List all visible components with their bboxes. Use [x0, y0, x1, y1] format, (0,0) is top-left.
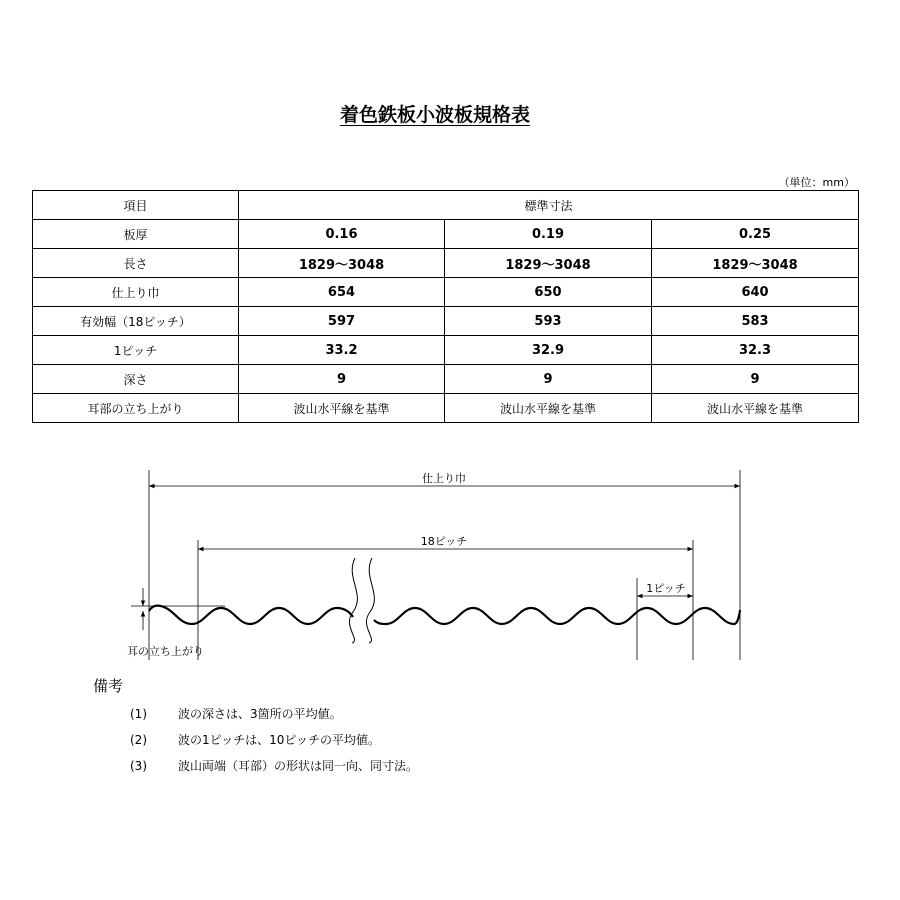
row-label: 1ピッチ	[33, 336, 239, 365]
table-cell: 波山水平線を基準	[239, 394, 445, 423]
note-item	[130, 731, 380, 748]
table-cell: 33.2	[239, 336, 445, 365]
table-cell: 0.19	[445, 220, 652, 249]
note-number: (3)	[130, 759, 147, 773]
table-cell: 1829～3048	[652, 249, 859, 278]
row-label: 耳部の立ち上がり	[33, 394, 239, 423]
table-row	[33, 365, 859, 394]
table-cell: 640	[652, 278, 859, 307]
unit-label: （単位：mm）	[778, 176, 855, 189]
note-text: 波山両端（耳部）の形状は同一向、同寸法。	[178, 759, 419, 773]
table-row	[33, 307, 859, 336]
table-row	[33, 278, 859, 307]
table-cell: 0.25	[652, 220, 859, 249]
table-row	[33, 394, 859, 423]
row-label: 板厚	[33, 220, 239, 249]
table-cell: 583	[652, 307, 859, 336]
table-header-row	[33, 191, 859, 220]
table-cell: 9	[652, 365, 859, 394]
table-cell: 9	[445, 365, 652, 394]
table-row	[33, 336, 859, 365]
table-cell: 593	[445, 307, 652, 336]
table-cell: 0.16	[239, 220, 445, 249]
table-cell: 32.3	[652, 336, 859, 365]
table-cell: 1829～3048	[445, 249, 652, 278]
note-number: (1)	[130, 707, 147, 721]
wave-profile-right	[374, 608, 740, 624]
table-cell: 654	[239, 278, 445, 307]
table-cell: 650	[445, 278, 652, 307]
table-cell: 波山水平線を基準	[652, 394, 859, 423]
ear-rise-label: 耳の立ち上がり	[127, 645, 204, 658]
table-row	[33, 249, 859, 278]
break-line	[349, 558, 357, 643]
note-text: 波の1ピッチは、10ピッチの平均値。	[178, 733, 380, 747]
row-label: 有効幅（18ピッチ）	[33, 307, 239, 336]
table-cell: 32.9	[445, 336, 652, 365]
notes-title: 備考	[93, 677, 124, 695]
table-cell: 波山水平線を基準	[445, 394, 652, 423]
table-cell: 9	[239, 365, 445, 394]
table-row	[33, 220, 859, 249]
table-cell: 1829～3048	[239, 249, 445, 278]
row-label: 長さ	[33, 249, 239, 278]
note-text: 波の深さは、3箇所の平均値。	[178, 707, 342, 721]
note-item	[130, 705, 342, 722]
table-cell: 597	[239, 307, 445, 336]
spec-table	[32, 190, 859, 423]
note-item	[130, 757, 418, 774]
one-pitch-label: 1ピッチ	[646, 582, 686, 595]
header-standard-cell: 標準寸法	[239, 191, 859, 220]
finished-width-label: 仕上り巾	[422, 472, 466, 485]
header-item-cell: 項目	[33, 191, 239, 220]
corrugated-sheet-diagram	[0, 460, 900, 665]
break-line	[366, 558, 374, 643]
eighteen-pitch-label: 18ピッチ	[420, 535, 468, 548]
page-title: 着色鉄板小波板規格表	[339, 104, 530, 126]
row-label: 仕上り巾	[33, 278, 239, 307]
wave-profile-left	[149, 606, 353, 624]
note-number: (2)	[130, 733, 147, 747]
row-label: 深さ	[33, 365, 239, 394]
